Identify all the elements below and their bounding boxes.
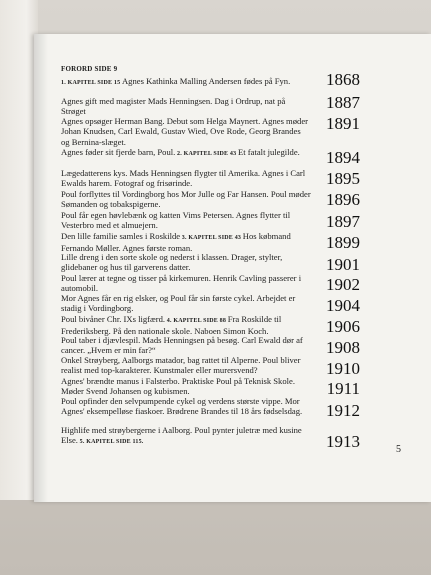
chronology-entry-text bbox=[61, 355, 311, 376]
chronology-entry-text bbox=[61, 273, 311, 294]
page-gutter-shadow bbox=[34, 34, 48, 502]
entry-text: Agnes Kathinka Malling Andersen fødes på Fyn. bbox=[120, 76, 291, 86]
chronology-year: 1897 bbox=[326, 212, 360, 231]
book-page bbox=[34, 34, 431, 502]
chapter-reference: 3. KAPITEL SIDE 43 bbox=[180, 235, 243, 241]
chronology-year: 1896 bbox=[326, 190, 360, 209]
entry-text: Poul opfinder den selvpumpende cykel og verdens største vippe. Mor Agnes' eksempelløse fiaskoer. Brødrene Brandes til 18 års fødselsdag. bbox=[61, 396, 303, 417]
chronology-entry-text bbox=[61, 210, 311, 231]
entry-text: Highlife med strøybergerne i Aalborg. Poul pynter juletræ med kusine Else. bbox=[61, 425, 302, 446]
chronology-year: 1887 bbox=[326, 93, 360, 112]
entry-text: Poul bivåner Chr. IXs ligfærd. bbox=[61, 314, 166, 324]
chronology-entry-text bbox=[61, 396, 311, 417]
chronology-entry-text bbox=[61, 293, 311, 314]
chapter-reference: 4. KAPITEL SIDE 88 bbox=[165, 318, 228, 324]
chapter-reference: 2. KAPITEL SIDE 43 bbox=[175, 151, 239, 157]
facing-page-edge bbox=[0, 0, 38, 500]
entry-text: Agnes' brændte manus i Falsterbo. Praktiske Poul på Teknisk Skole. Møder Svend Johansen og kubismen. bbox=[61, 376, 295, 397]
foreword-heading: FORORD SIDE 9 bbox=[61, 65, 118, 73]
chronology-year: 1895 bbox=[326, 169, 360, 188]
chronology-year: 1899 bbox=[326, 233, 360, 252]
chronology-year: 1906 bbox=[326, 317, 360, 336]
chronology-entry-text bbox=[61, 96, 311, 117]
page-number: 5 bbox=[396, 444, 401, 455]
chronology-year: 1908 bbox=[326, 338, 360, 357]
chronology-entry-text bbox=[61, 314, 311, 337]
entry-text: Agnes gift med magister Mads Henningsen. Dag i Ordrup, nat på Strøget bbox=[61, 96, 286, 117]
chronology-year: 1904 bbox=[326, 296, 360, 315]
entry-text: Onkel Strøyberg, Aalborgs matador, bag rattet til Alperne. Poul bliver realist med top-karakterer. Kunstmaler eller murersvend? bbox=[61, 355, 301, 376]
entry-text: Agnes føder sit fjerde barn, Poul. bbox=[61, 147, 176, 157]
entry-text: Lille dreng i den sorte skole og nederst i klassen. Drager, stylter, glidebaner og hus til garverens datter. bbox=[61, 252, 283, 273]
chronology-year: 1894 bbox=[326, 148, 360, 167]
chapter-reference: 1. KAPITEL SIDE 15 bbox=[61, 80, 121, 86]
chapter-reference: 5. KAPITEL SIDE 115. bbox=[77, 439, 144, 446]
chronology-entry-text bbox=[61, 376, 311, 397]
entry-text: Poul får egen høvlebænk og katten Vims Petersen. Agnes flytter til Vesterbro med et almuejern. bbox=[61, 210, 291, 231]
chronology-year: 1901 bbox=[326, 255, 360, 274]
chronology-year: 1911 bbox=[326, 379, 360, 398]
entry-text: Lægedatterens kys. Mads Henningsen flygter til Amerika. Agnes i Carl Ewalds harem. Fotograf og frisørinde. bbox=[61, 168, 306, 189]
entry-text: Hos købmand Fernando Møller. Agnes første roman. bbox=[61, 231, 291, 254]
entry-text: Den lille familie samles i Roskilde bbox=[61, 231, 181, 241]
chronology-entry-text bbox=[61, 76, 311, 88]
entry-text: Poul lærer at tegne og tisser på kirkemuren. Henrik Cavling passerer i automobil. bbox=[61, 273, 302, 294]
chronology-entry-text bbox=[61, 231, 311, 254]
entry-text: Poul taber i djævlespil. Mads Henningsen på besøg. Carl Ewald dør af cancer. „Hvem er min far?“ bbox=[61, 335, 303, 356]
chronology-year: 1868 bbox=[326, 70, 360, 89]
entry-text: Mor Agnes får en rig elsker, og Poul får sin første cykel. Arbejdet er stadig i Vordingborg. bbox=[61, 293, 296, 314]
entry-text: Agnes opsøger Herman Bang. Debut som Helga Maynert. Agnes møder Johan Knudsen, Carl Ewald, Gustav Wied, Ove Rode, Georg Brandes og Bernina-slæget. bbox=[61, 116, 309, 147]
chronology-entry-text bbox=[61, 189, 311, 210]
chronology-year: 1902 bbox=[326, 275, 360, 294]
chronology-entry-text bbox=[61, 168, 311, 189]
chronology-year: 1891 bbox=[326, 114, 360, 133]
chronology-entry-text bbox=[61, 335, 311, 356]
entry-text: Poul forflyttes til Vordingborg hos Mor Julle og Far Hansen. Poul møder Sømanden og tobakspigerne. bbox=[61, 189, 311, 210]
chronology-entry-text bbox=[61, 252, 311, 273]
chronology-entry-text bbox=[61, 425, 311, 448]
chronology-year: 1913 bbox=[326, 432, 360, 451]
chronology-year: 1910 bbox=[326, 359, 360, 378]
entry-text: Et fatalt julegilde. bbox=[238, 147, 300, 157]
chronology-year: 1912 bbox=[326, 401, 360, 420]
entry-text: Fra Roskilde til Frederiksberg. På den nationale skole. Naboen Simon Koch. bbox=[61, 314, 282, 337]
chronology-entry-text bbox=[61, 116, 311, 147]
chronology-entry-text bbox=[61, 147, 311, 159]
